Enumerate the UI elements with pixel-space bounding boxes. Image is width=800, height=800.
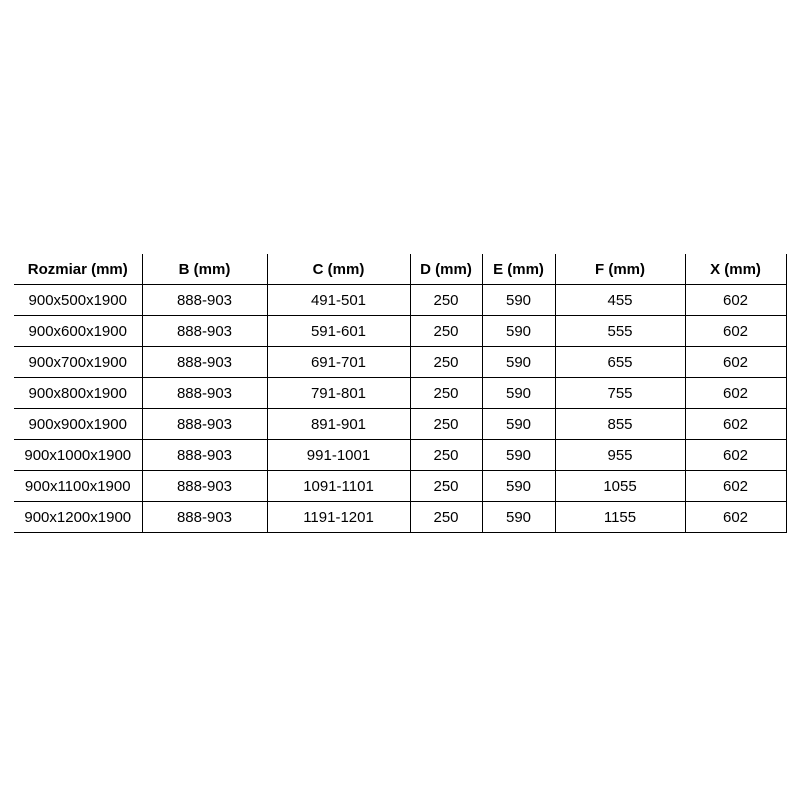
header-cell-c: C (mm) — [267, 254, 410, 285]
cell-rozmiar: 900x900x1900 — [14, 409, 142, 440]
header-cell-b: B (mm) — [142, 254, 267, 285]
cell-x: 602 — [685, 502, 786, 533]
cell-e: 590 — [482, 285, 555, 316]
table-row — [14, 471, 786, 502]
cell-f: 1055 — [555, 471, 685, 502]
cell-rozmiar: 900x500x1900 — [14, 285, 142, 316]
table-row — [14, 409, 786, 440]
cell-e: 590 — [482, 471, 555, 502]
cell-x: 602 — [685, 409, 786, 440]
cell-e: 590 — [482, 440, 555, 471]
cell-b: 888-903 — [142, 316, 267, 347]
cell-b: 888-903 — [142, 378, 267, 409]
table-row — [14, 440, 786, 471]
table-row — [14, 378, 786, 409]
table-row — [14, 285, 786, 316]
cell-rozmiar: 900x1100x1900 — [14, 471, 142, 502]
cell-x: 602 — [685, 440, 786, 471]
cell-b: 888-903 — [142, 347, 267, 378]
cell-b: 888-903 — [142, 502, 267, 533]
cell-d: 250 — [410, 378, 482, 409]
cell-e: 590 — [482, 316, 555, 347]
cell-f: 755 — [555, 378, 685, 409]
cell-d: 250 — [410, 471, 482, 502]
cell-rozmiar: 900x1000x1900 — [14, 440, 142, 471]
cell-d: 250 — [410, 347, 482, 378]
cell-c: 791-801 — [267, 378, 410, 409]
cell-d: 250 — [410, 502, 482, 533]
cell-c: 591-601 — [267, 316, 410, 347]
header-cell-x: X (mm) — [685, 254, 786, 285]
cell-b: 888-903 — [142, 440, 267, 471]
cell-x: 602 — [685, 471, 786, 502]
cell-c: 891-901 — [267, 409, 410, 440]
cell-x: 602 — [685, 378, 786, 409]
cell-x: 602 — [685, 347, 786, 378]
header-cell-d: D (mm) — [410, 254, 482, 285]
cell-c: 1191-1201 — [267, 502, 410, 533]
cell-d: 250 — [410, 440, 482, 471]
cell-d: 250 — [410, 316, 482, 347]
cell-c: 691-701 — [267, 347, 410, 378]
dimensions-table — [14, 254, 787, 533]
table-row — [14, 347, 786, 378]
cell-f: 555 — [555, 316, 685, 347]
cell-rozmiar: 900x600x1900 — [14, 316, 142, 347]
header-cell-f: F (mm) — [555, 254, 685, 285]
table-row — [14, 316, 786, 347]
header-cell-rozmiar: Rozmiar (mm) — [14, 254, 142, 285]
cell-b: 888-903 — [142, 409, 267, 440]
cell-c: 491-501 — [267, 285, 410, 316]
cell-rozmiar: 900x800x1900 — [14, 378, 142, 409]
cell-d: 250 — [410, 409, 482, 440]
cell-c: 1091-1101 — [267, 471, 410, 502]
cell-e: 590 — [482, 347, 555, 378]
cell-f: 455 — [555, 285, 685, 316]
cell-e: 590 — [482, 409, 555, 440]
table-body — [14, 285, 786, 533]
cell-f: 1155 — [555, 502, 685, 533]
table-row — [14, 502, 786, 533]
cell-rozmiar: 900x700x1900 — [14, 347, 142, 378]
cell-b: 888-903 — [142, 285, 267, 316]
cell-e: 590 — [482, 378, 555, 409]
header-cell-e: E (mm) — [482, 254, 555, 285]
cell-b: 888-903 — [142, 471, 267, 502]
cell-f: 655 — [555, 347, 685, 378]
cell-x: 602 — [685, 316, 786, 347]
cell-e: 590 — [482, 502, 555, 533]
header-row — [14, 254, 786, 285]
cell-rozmiar: 900x1200x1900 — [14, 502, 142, 533]
cell-x: 602 — [685, 285, 786, 316]
cell-f: 955 — [555, 440, 685, 471]
cell-c: 991-1001 — [267, 440, 410, 471]
table-header — [14, 254, 786, 285]
cell-d: 250 — [410, 285, 482, 316]
cell-f: 855 — [555, 409, 685, 440]
